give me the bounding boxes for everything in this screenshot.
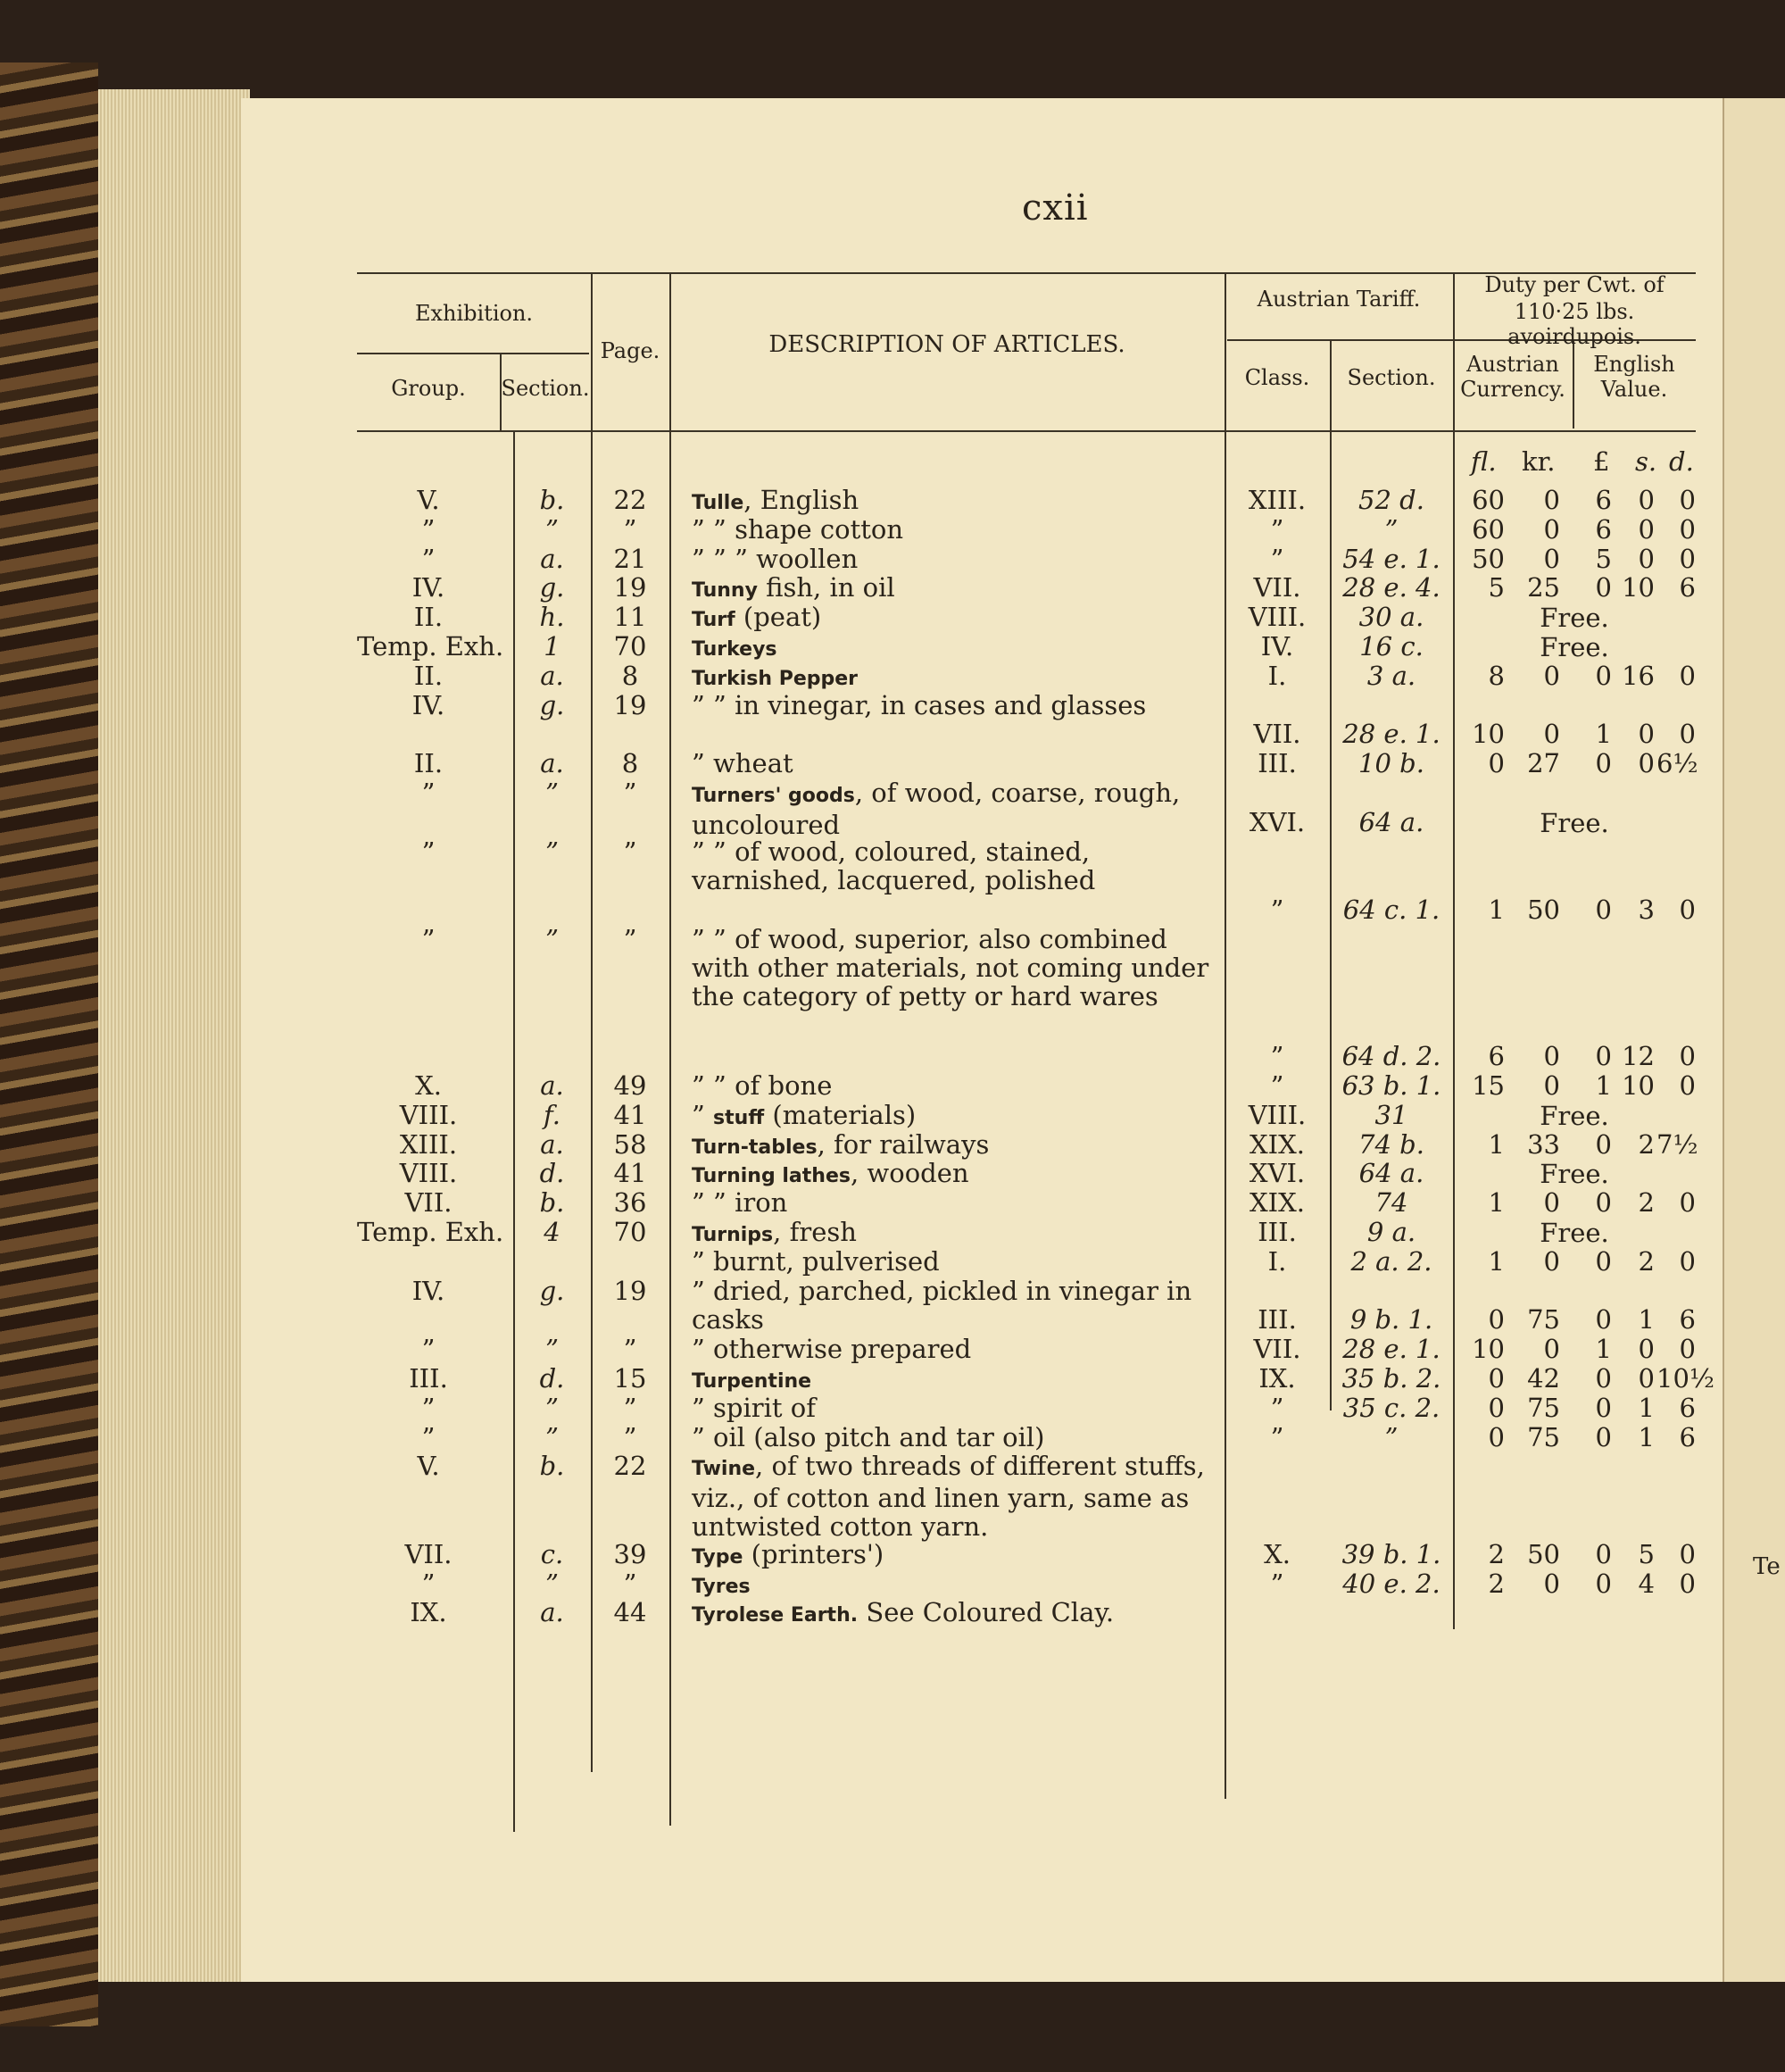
row-group: ” xyxy=(421,1392,436,1423)
row-shillings: 0 xyxy=(1638,1334,1655,1365)
row-page: 19 xyxy=(613,689,647,720)
row-page: ” xyxy=(623,1334,637,1365)
row-kr: 0 xyxy=(1543,1187,1560,1219)
row-page: ” xyxy=(623,836,637,867)
row-pence: 6 xyxy=(1679,1421,1696,1452)
row-tariff-section: 2 a. 2. xyxy=(1350,1245,1432,1277)
row-shillings: 10 xyxy=(1622,1070,1655,1101)
row-pence: 7½ xyxy=(1656,1128,1698,1160)
row-kr: 50 xyxy=(1527,1538,1560,1569)
row-page: 49 xyxy=(613,1070,647,1101)
row-tariff-section: 10 b. xyxy=(1358,748,1424,779)
row-pence: 6 xyxy=(1679,1392,1696,1423)
row-section: ” xyxy=(545,778,559,808)
row-tariff-section: 35 c. 2. xyxy=(1342,1392,1440,1423)
row-kr: 0 xyxy=(1543,543,1560,574)
row-page: 15 xyxy=(613,1363,647,1394)
row-kr: 33 xyxy=(1527,1128,1560,1160)
row-pence: 6 xyxy=(1679,572,1696,603)
row-page: ” xyxy=(623,1392,637,1423)
row-class: IX. xyxy=(1258,1363,1296,1394)
row-group: X. xyxy=(415,1070,442,1101)
header-duty-2: 110·25 lbs. avoirdupois. xyxy=(1507,299,1641,349)
row-free: Free. xyxy=(1540,807,1609,838)
row-page: 21 xyxy=(613,543,647,574)
row-shillings: 4 xyxy=(1638,1568,1655,1599)
row-description: ” otherwise prepared xyxy=(692,1334,972,1365)
row-class: III. xyxy=(1258,1304,1297,1336)
row-page: 19 xyxy=(613,1275,647,1306)
unit-pound: £ xyxy=(1593,446,1610,477)
row-pence: 10½ xyxy=(1656,1363,1715,1394)
row-fl: 1 xyxy=(1488,1245,1505,1277)
header-section: Section. xyxy=(501,376,590,401)
row-pence: 0 xyxy=(1679,719,1696,750)
row-free: Free. xyxy=(1540,603,1609,634)
row-pound: 0 xyxy=(1595,660,1612,691)
row-fl: 5 xyxy=(1488,572,1505,603)
row-class: VIII. xyxy=(1248,602,1307,633)
row-class: VII. xyxy=(1253,572,1301,603)
row-pound: 1 xyxy=(1595,1070,1612,1101)
header-description: DESCRIPTION OF ARTICLES. xyxy=(768,331,1125,358)
row-tariff-section: 54 e. 1. xyxy=(1342,543,1440,574)
row-class: ” xyxy=(1270,1392,1284,1423)
row-pence: 0 xyxy=(1679,1245,1696,1277)
row-group: IV. xyxy=(411,689,445,720)
row-description: ” oil (also pitch and tar oil) xyxy=(692,1421,1045,1452)
row-class: VIII. xyxy=(1248,1099,1307,1130)
row-tariff-section: 64 a. xyxy=(1358,1158,1424,1189)
header-bottom-rule xyxy=(357,430,1696,432)
row-class: ” xyxy=(1270,895,1284,926)
row-page: 39 xyxy=(613,1538,647,1569)
row-pound: 1 xyxy=(1595,719,1612,750)
row-class: ” xyxy=(1270,1041,1284,1072)
row-kr: 0 xyxy=(1543,660,1560,691)
row-fl: 0 xyxy=(1488,1421,1505,1452)
row-tariff-section: ” xyxy=(1384,1421,1399,1452)
row-tariff-section: 30 a. xyxy=(1358,602,1424,633)
row-description: Turkish Pepper xyxy=(692,667,859,690)
row-pound: 0 xyxy=(1595,1187,1612,1219)
row-shillings: 2 xyxy=(1638,1245,1655,1277)
row-description: ” ” of wood, coloured, stained, varnished, lacquered, polished xyxy=(692,836,1096,895)
row-section: a. xyxy=(540,660,564,691)
row-class: XVI. xyxy=(1249,1158,1306,1189)
row-page: 36 xyxy=(613,1187,647,1219)
row-tariff-section: 28 e. 4. xyxy=(1342,572,1440,603)
row-fl: 0 xyxy=(1488,1363,1505,1394)
row-pound: 0 xyxy=(1595,748,1612,779)
page-number: cxii xyxy=(1022,187,1089,229)
row-class: IV. xyxy=(1260,631,1294,662)
row-class: ” xyxy=(1270,1568,1284,1599)
row-section: g. xyxy=(539,1275,565,1306)
header-duty-1: Duty per Cwt. of xyxy=(1484,272,1665,297)
row-description: ” ” ” woollen xyxy=(692,543,859,574)
row-shillings: 10 xyxy=(1622,572,1655,603)
header-austrian-currency-1: Austrian xyxy=(1466,352,1559,377)
row-class: ” xyxy=(1270,1421,1284,1452)
row-shillings: 12 xyxy=(1622,1041,1655,1072)
row-group: ” xyxy=(421,778,436,808)
row-group: Temp. Exh. xyxy=(357,1217,504,1247)
row-section: b. xyxy=(539,1187,565,1219)
row-page: ” xyxy=(623,513,637,545)
row-description: Turkeys xyxy=(692,638,777,661)
facing-page-fragment: Te xyxy=(1753,1553,1781,1580)
row-page: 11 xyxy=(613,602,647,633)
row-shillings: 0 xyxy=(1638,543,1655,574)
row-class: VII. xyxy=(1253,719,1301,750)
row-shillings: 0 xyxy=(1638,719,1655,750)
row-group: VIII. xyxy=(399,1099,458,1130)
row-tariff-section: 35 b. 2. xyxy=(1341,1363,1441,1394)
row-pound: 0 xyxy=(1595,1128,1612,1160)
row-pound: 0 xyxy=(1595,1538,1612,1569)
page-edges xyxy=(98,89,250,1982)
row-kr: 0 xyxy=(1543,513,1560,545)
header-english-value-2: Value. xyxy=(1600,377,1668,402)
row-pence: 0 xyxy=(1679,513,1696,545)
row-page: 70 xyxy=(613,631,647,662)
row-description: ” spirit of xyxy=(692,1392,816,1423)
row-description: Tyres xyxy=(692,1575,751,1598)
row-page: 8 xyxy=(621,748,639,779)
row-group: II. xyxy=(413,748,444,779)
row-shillings: 0 xyxy=(1638,1363,1655,1394)
row-kr: 0 xyxy=(1543,1041,1560,1072)
row-section: f. xyxy=(544,1099,560,1130)
exhibition-rule xyxy=(357,353,589,354)
row-free: Free. xyxy=(1540,1218,1609,1248)
row-section: ” xyxy=(545,1421,559,1452)
row-fl: 2 xyxy=(1488,1538,1505,1569)
row-fl: 10 xyxy=(1472,1334,1505,1365)
row-description: ” ” of wood, superior, also combined with other materials, not coming under the category of petty or hard wares xyxy=(692,924,1209,1011)
book-cover-edge xyxy=(0,62,98,2026)
row-group: III. xyxy=(409,1363,448,1394)
row-kr: 75 xyxy=(1527,1421,1560,1452)
row-section: a. xyxy=(540,1070,564,1101)
row-section: a. xyxy=(540,1128,564,1160)
row-description: Turpentine xyxy=(692,1370,812,1393)
header-class: Class. xyxy=(1244,365,1310,390)
row-page: 8 xyxy=(621,660,639,691)
row-group: IX. xyxy=(410,1597,447,1628)
row-pence: 6 xyxy=(1679,1304,1696,1336)
header-austrian-tariff: Austrian Tariff. xyxy=(1257,287,1421,312)
row-description: ” ” in vinegar, in cases and glasses xyxy=(692,689,1147,720)
header-exhibition: Exhibition. xyxy=(414,301,534,326)
row-kr: 0 xyxy=(1543,1245,1560,1277)
row-description: ” dried, parched, pickled in vinegar in casks xyxy=(692,1275,1192,1335)
header-tariff-section: Section. xyxy=(1347,365,1436,390)
row-fl: 1 xyxy=(1488,1128,1505,1160)
tariff-rule xyxy=(1227,339,1455,341)
row-kr: 42 xyxy=(1527,1363,1560,1394)
row-tariff-section: 74 b. xyxy=(1358,1128,1424,1160)
row-section: ” xyxy=(545,1568,559,1599)
row-group: VII. xyxy=(404,1538,452,1569)
row-page: 58 xyxy=(613,1128,647,1160)
row-page: 22 xyxy=(613,1451,647,1482)
row-fl: 60 xyxy=(1472,485,1505,515)
row-shillings: 0 xyxy=(1638,748,1655,779)
row-pence: 0 xyxy=(1679,1538,1696,1569)
row-fl: 60 xyxy=(1472,513,1505,545)
row-pound: 0 xyxy=(1595,572,1612,603)
row-description: ” ” iron xyxy=(692,1187,788,1219)
row-group: V. xyxy=(417,485,440,515)
row-section: ” xyxy=(545,924,559,954)
row-page: ” xyxy=(623,924,637,954)
row-section: c. xyxy=(540,1538,564,1569)
row-section: g. xyxy=(539,689,565,720)
row-pence: 0 xyxy=(1679,485,1696,515)
row-kr: 0 xyxy=(1543,1070,1560,1101)
row-tariff-section: 52 d. xyxy=(1358,485,1424,515)
row-fl: 0 xyxy=(1488,1392,1505,1423)
row-tariff-section: 64 d. 2. xyxy=(1341,1041,1441,1072)
row-section: a. xyxy=(540,1597,564,1628)
row-section: 1 xyxy=(544,631,560,662)
row-description: Type (printers') xyxy=(692,1538,884,1569)
row-section: ” xyxy=(545,1334,559,1365)
row-class: XIII. xyxy=(1248,485,1307,515)
row-section: h. xyxy=(539,602,565,633)
row-section: ” xyxy=(545,513,559,545)
row-tariff-section: 39 b. 1. xyxy=(1341,1538,1441,1569)
row-group: XIII. xyxy=(399,1128,458,1160)
row-page: 44 xyxy=(613,1597,647,1628)
row-tariff-section: 28 e. 1. xyxy=(1342,1334,1440,1365)
row-page: ” xyxy=(623,1568,637,1599)
row-tariff-section: 28 e. 1. xyxy=(1342,719,1440,750)
row-shillings: 16 xyxy=(1622,660,1655,691)
row-page: 70 xyxy=(613,1217,647,1247)
row-group: VIII. xyxy=(399,1158,458,1189)
row-free: Free. xyxy=(1540,632,1609,662)
row-pound: 0 xyxy=(1595,1363,1612,1394)
row-kr: 25 xyxy=(1527,572,1560,603)
row-pence: 0 xyxy=(1679,543,1696,574)
row-pound: 0 xyxy=(1595,1245,1612,1277)
row-shillings: 1 xyxy=(1638,1421,1655,1452)
row-class: XIX. xyxy=(1250,1187,1305,1219)
row-pound: 0 xyxy=(1595,1304,1612,1336)
row-kr: 0 xyxy=(1543,485,1560,515)
row-group: II. xyxy=(413,602,444,633)
row-description: Turf (peat) xyxy=(692,602,822,633)
unit-d: d. xyxy=(1669,446,1694,477)
row-group: ” xyxy=(421,1334,436,1365)
col-rule-3 xyxy=(669,272,671,1826)
row-kr: 0 xyxy=(1543,1568,1560,1599)
row-fl: 1 xyxy=(1488,895,1505,926)
row-description: ” ” of bone xyxy=(692,1070,833,1101)
row-description: ” burnt, pulverised xyxy=(692,1245,940,1277)
row-class: ” xyxy=(1270,1070,1284,1101)
row-group: V. xyxy=(417,1451,440,1482)
row-pound: 6 xyxy=(1595,513,1612,545)
row-shillings: 5 xyxy=(1638,1538,1655,1569)
row-pound: 5 xyxy=(1595,543,1612,574)
row-description: Turnips, fresh xyxy=(692,1217,857,1247)
row-shillings: 1 xyxy=(1638,1392,1655,1423)
row-class: VII. xyxy=(1253,1334,1301,1365)
row-class: ” xyxy=(1270,513,1284,545)
row-class: I. xyxy=(1267,660,1287,691)
row-tariff-section: 16 c. xyxy=(1359,631,1424,662)
row-section: d. xyxy=(539,1158,565,1189)
row-group: II. xyxy=(413,660,444,691)
row-tariff-section: 9 a. xyxy=(1366,1217,1416,1247)
row-kr: 50 xyxy=(1527,895,1560,926)
row-pence: 0 xyxy=(1679,895,1696,926)
row-description: Tunny fish, in oil xyxy=(692,572,895,603)
row-description: ” stuff (materials) xyxy=(692,1099,917,1130)
row-class: XVI. xyxy=(1249,806,1306,837)
row-kr: 0 xyxy=(1543,1334,1560,1365)
header-english-value-1: English xyxy=(1593,352,1675,377)
row-shillings: 0 xyxy=(1638,513,1655,545)
row-section: 4 xyxy=(544,1217,560,1247)
row-class: XIX. xyxy=(1250,1128,1305,1160)
row-pence: 0 xyxy=(1679,660,1696,691)
facing-page xyxy=(1723,98,1785,1982)
row-group: IV. xyxy=(411,1275,445,1306)
row-group: ” xyxy=(421,1421,436,1452)
row-group: Temp. Exh. xyxy=(357,631,504,662)
row-fl: 2 xyxy=(1488,1568,1505,1599)
row-group: ” xyxy=(421,1568,436,1599)
row-description: ” wheat xyxy=(692,748,793,779)
row-fl: 10 xyxy=(1472,719,1505,750)
row-section: a. xyxy=(540,543,564,574)
row-description: Tulle, English xyxy=(692,485,859,515)
row-description: Tyrolese Earth. See Coloured Clay. xyxy=(692,1597,1115,1628)
row-fl: 0 xyxy=(1488,748,1505,779)
row-pound: 0 xyxy=(1595,1041,1612,1072)
row-kr: 75 xyxy=(1527,1392,1560,1423)
row-section: a. xyxy=(540,748,564,779)
row-fl: 0 xyxy=(1488,1304,1505,1336)
row-fl: 8 xyxy=(1488,660,1505,691)
row-class: I. xyxy=(1267,1245,1287,1277)
row-tariff-section: 74 xyxy=(1374,1187,1408,1219)
row-description: Twine, of two threads of different stuffs, viz., of cotton and linen yarn, same as untwisted cotton yarn. xyxy=(692,1451,1205,1543)
row-section: g. xyxy=(539,572,565,603)
row-shillings: 0 xyxy=(1638,485,1655,515)
row-page: 22 xyxy=(613,485,647,515)
row-group: ” xyxy=(421,513,436,545)
row-tariff-section: 3 a. xyxy=(1366,660,1416,691)
row-pence: 6½ xyxy=(1656,748,1698,779)
row-page: 41 xyxy=(613,1099,647,1130)
row-page: ” xyxy=(623,778,637,808)
row-pence: 0 xyxy=(1679,1070,1696,1101)
row-group: ” xyxy=(421,836,436,867)
unit-fl: fl. xyxy=(1471,446,1497,477)
row-tariff-section: 9 b. 1. xyxy=(1349,1304,1433,1336)
row-page: 19 xyxy=(613,572,647,603)
row-free: Free. xyxy=(1540,1159,1609,1190)
row-shillings: 2 xyxy=(1638,1128,1655,1160)
row-kr: 27 xyxy=(1527,748,1560,779)
row-shillings: 1 xyxy=(1638,1304,1655,1336)
row-description: ” ” shape cotton xyxy=(692,513,904,545)
row-pence: 0 xyxy=(1679,1041,1696,1072)
row-tariff-section: 40 e. 2. xyxy=(1342,1568,1440,1599)
row-group: VII. xyxy=(404,1187,452,1219)
row-group: ” xyxy=(421,924,436,954)
row-description: Turners' goods, of wood, coarse, rough, uncoloured xyxy=(692,778,1181,840)
row-fl: 1 xyxy=(1488,1187,1505,1219)
row-section: ” xyxy=(545,1392,559,1423)
row-section: ” xyxy=(545,836,559,867)
row-class: ” xyxy=(1270,543,1284,574)
row-shillings: 3 xyxy=(1638,895,1655,926)
row-free: Free. xyxy=(1540,1100,1609,1131)
row-pence: 0 xyxy=(1679,1187,1696,1219)
row-shillings: 2 xyxy=(1638,1187,1655,1219)
row-tariff-section: ” xyxy=(1384,513,1399,545)
row-group: ” xyxy=(421,543,436,574)
row-section: d. xyxy=(539,1363,565,1394)
row-fl: 6 xyxy=(1488,1041,1505,1072)
header-page: Page. xyxy=(600,338,660,363)
row-description: Turning lathes, wooden xyxy=(692,1158,969,1189)
row-kr: 75 xyxy=(1527,1304,1560,1336)
row-section: b. xyxy=(539,1451,565,1482)
row-page: ” xyxy=(623,1421,637,1452)
header-austrian-currency-2: Currency. xyxy=(1460,377,1565,402)
unit-kr: kr. xyxy=(1522,446,1556,477)
row-pound: 1 xyxy=(1595,1334,1612,1365)
row-pound: 0 xyxy=(1595,895,1612,926)
row-class: X. xyxy=(1264,1538,1291,1569)
row-tariff-section: 64 c. 1. xyxy=(1342,895,1440,926)
row-class: III. xyxy=(1258,748,1297,779)
row-tariff-section: 64 a. xyxy=(1358,806,1424,837)
row-pound: 6 xyxy=(1595,485,1612,515)
row-pound: 0 xyxy=(1595,1392,1612,1423)
row-pound: 0 xyxy=(1595,1421,1612,1452)
row-pence: 0 xyxy=(1679,1334,1696,1365)
row-fl: 50 xyxy=(1472,543,1505,574)
row-section: b. xyxy=(539,485,565,515)
row-fl: 15 xyxy=(1472,1070,1505,1101)
row-group: IV. xyxy=(411,572,445,603)
header-group: Group. xyxy=(391,376,466,401)
unit-s: s. xyxy=(1635,446,1657,477)
row-tariff-section: 63 b. 1. xyxy=(1341,1070,1441,1101)
row-kr: 0 xyxy=(1543,719,1560,750)
row-class: III. xyxy=(1258,1217,1297,1247)
row-pound: 0 xyxy=(1595,1568,1612,1599)
row-page: 41 xyxy=(613,1158,647,1189)
row-tariff-section: 31 xyxy=(1374,1099,1408,1130)
row-pence: 0 xyxy=(1679,1568,1696,1599)
row-description: Turn-tables, for railways xyxy=(692,1128,990,1160)
